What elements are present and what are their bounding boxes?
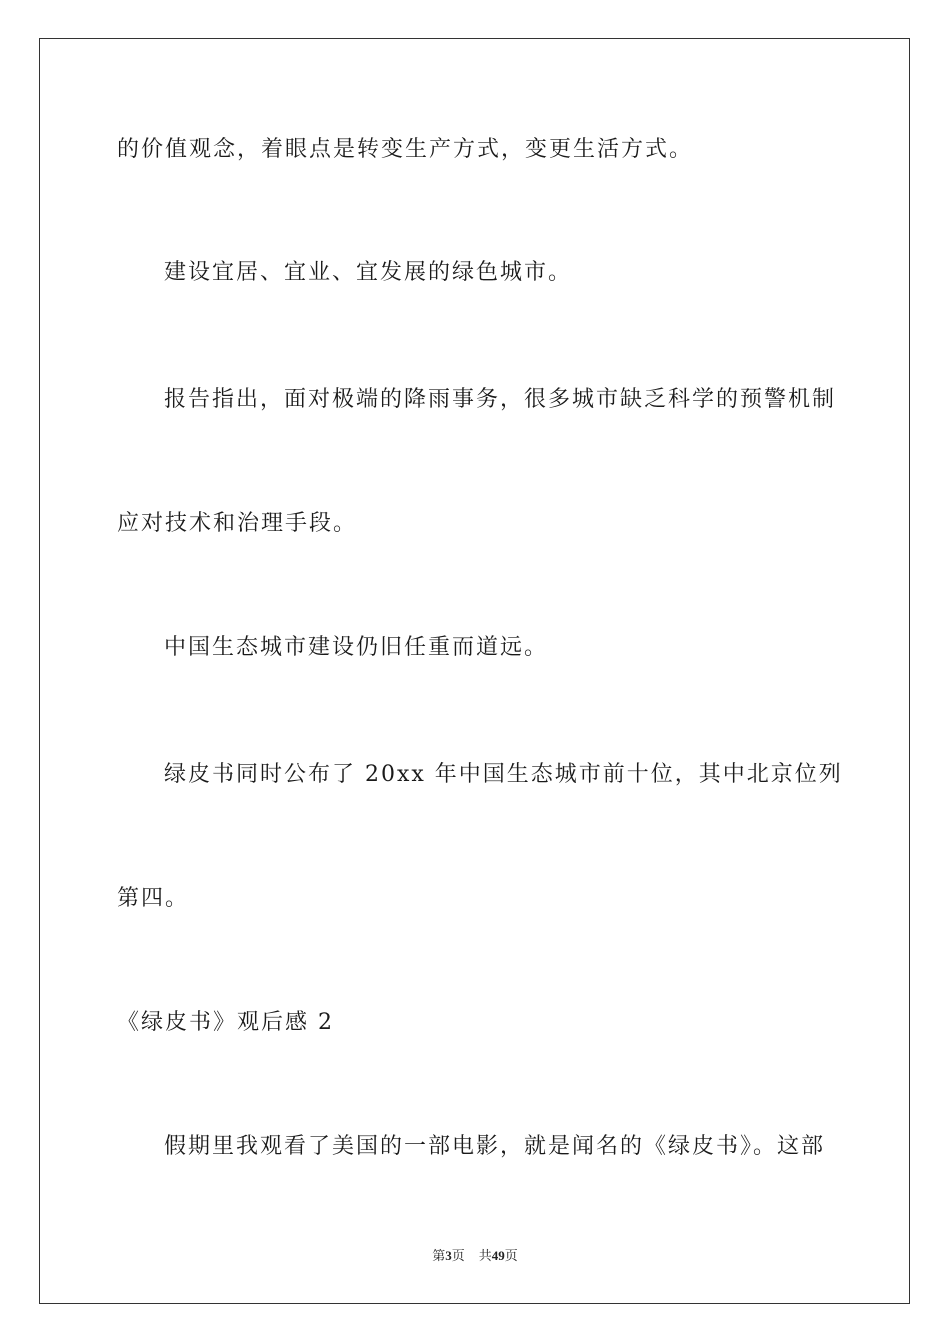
footer-total-prefix: 共 [478, 1249, 492, 1264]
page-footer [0, 1247, 950, 1266]
body-line-9: 假期里我观看了美国的一部电影，就是闻名的《绿皮书》。这部 [164, 1134, 826, 1159]
section-heading: 《绿皮书》观后感 2 [117, 1010, 334, 1035]
body-line-6: 绿皮书同时公布了 20xx 年中国生态城市前十位，其中北京位列 [164, 762, 843, 787]
body-line-4: 应对技术和治理手段。 [117, 511, 358, 536]
body-line-5: 中国生态城市建设仍旧任重而道远。 [164, 635, 549, 660]
page-border [39, 38, 910, 1304]
footer-page-suffix: 页 [451, 1249, 465, 1264]
footer-page-number: 3 [445, 1248, 452, 1263]
body-line-7: 第四。 [117, 886, 190, 911]
body-line-2: 建设宜居、宜业、宜发展的绿色城市。 [164, 260, 573, 285]
body-line-3: 报告指出，面对极端的降雨事务，很多城市缺乏科学的预警机制 [164, 387, 837, 412]
footer-total-pages: 49 [491, 1248, 505, 1263]
footer-page-prefix: 第 [432, 1249, 446, 1264]
body-line-1: 的价值观念，着眼点是转变生产方式，变更生活方式。 [117, 137, 694, 162]
footer-total-suffix: 页 [504, 1249, 518, 1264]
